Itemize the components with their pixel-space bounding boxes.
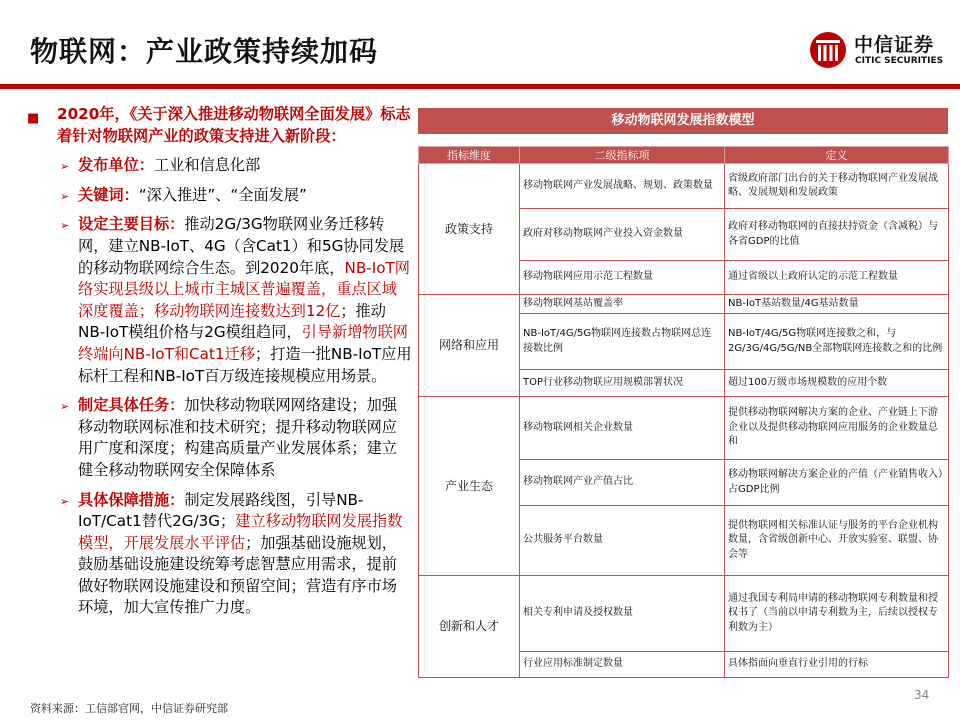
index-model-table: [418, 146, 949, 678]
table-row: [419, 397, 949, 460]
item-text: 制定发展路线图，引导NB-IoT/Cat1替代2G/3G；: [78, 490, 364, 531]
table-title: 移动物联网发展指数模型: [418, 108, 948, 134]
chevron-right-icon: ➢: [60, 189, 70, 203]
indicator-cell: 移动物联网应用示范工程数量: [520, 261, 725, 295]
header-divider: [0, 84, 960, 89]
indicator-cell: 移动物联网产业产值占比: [520, 460, 725, 506]
indicator-cell: 移动物联网相关企业数量: [520, 397, 725, 460]
table-header-row: [419, 147, 949, 164]
indicator-cell: 移动物联网基站覆盖率: [520, 295, 725, 314]
table-row: [419, 164, 949, 209]
item-key: 具体保障措施：: [78, 490, 185, 509]
lead-paragraph: [22, 104, 412, 147]
indicator-cell: 政府对移动物联网产业投入资金数量: [520, 209, 725, 261]
citic-emblem-icon: [808, 30, 848, 70]
chevron-right-icon: ➢: [60, 494, 70, 508]
logo-en-text: CITIC SECURITIES: [855, 56, 944, 66]
definition-cell: NB-IoT/4G/5G物联网连接数之和，与2G/3G/4G/5G/NB全部物联网连接数之和的比例: [725, 314, 949, 370]
item-text: ；加强基础设施规划，鼓励基础设施建设统筹考虑智慧应用需求，提前做好物联网设施建设和预留空间；营造有序市场环境，加大宣传推广力度。: [78, 533, 397, 617]
definition-cell: 移动物联网解决方案企业的产值（产业销售收入）占GDP比例: [725, 460, 949, 506]
item-highlight: NB-IoT网络实现县级以上城市主城区普遍覆盖，重点区域深度覆盖；移动物联网连接数达到12亿: [78, 258, 410, 320]
indicator-cell: 移动物联网产业发展战略、规划、政策数量: [520, 164, 725, 209]
dimension-cell: 网络和应用: [419, 295, 520, 397]
index-model-panel: [418, 108, 948, 678]
item-highlight: 建立移动物联网发展指数模型，开展发展水平评估: [78, 512, 403, 552]
indicator-cell: 行业应用标准制定数量: [520, 652, 725, 678]
logo-cn-text: 中信证券: [854, 34, 935, 56]
item-text: “深入推进”、“全面发展”: [138, 185, 307, 204]
definition-cell: 省级政府部门出台的关于移动物联网产业发展战略、发展规划和发展政策: [725, 164, 949, 209]
list-item-keywords: [22, 185, 412, 207]
dimension-cell: 产业生态: [419, 397, 520, 576]
item-key: 设定主要目标：: [78, 215, 185, 234]
chevron-right-icon: ➢: [60, 219, 70, 233]
source-note: 资料来源：工信部官网，中信证券研究部: [30, 702, 228, 715]
definition-cell: 超过100万级市场规模数的应用个数: [725, 370, 949, 397]
definition-cell: 提供移动物联网解决方案的企业、产业链上下游企业以及提供移动物联网应用服务的企业数量总和: [725, 397, 949, 460]
item-text: 推动2G/3G物联网业务迁移转网，建立NB-IoT、4G（含Cat1）和5G协同发展的移动物联网综合生态。到2020年底，: [78, 215, 405, 277]
square-bullet-icon: ■: [27, 111, 40, 126]
column-header: 定义: [725, 147, 949, 164]
item-key: 制定具体任务：: [78, 396, 185, 415]
column-header: 指标维度: [419, 147, 520, 164]
item-text: 加快移动物联网网络建设；加强移动物联网标准和技术研究；提升移动物联网应用广度和深度；构建高质量产业发展体系；建立健全移动物联网安全保障体系: [78, 396, 397, 479]
definition-cell: NB-IoT基站数量/4G基站数量: [725, 295, 949, 314]
chevron-right-icon: ➢: [60, 400, 70, 414]
item-key: 发布单位：: [78, 156, 154, 175]
item-text: ；推动NB-IoT模组价格与2G模组趋同，: [78, 301, 386, 342]
definition-cell: 政府对移动物联网的直接扶持资金（含减税）与各省GDP的比值: [725, 209, 949, 261]
list-item-measures: [22, 490, 412, 620]
list-item-publisher: [22, 155, 412, 177]
indicator-cell: 相关专利申请及授权数量: [520, 576, 725, 652]
item-text: ；打造一批NB-IoT应用标杆工程和NB-IoT百万级连接规模应用场景。: [78, 344, 412, 385]
indicator-cell: 公共服务平台数量: [520, 506, 725, 576]
indicator-cell: NB-IoT/4G/5G物联网连接数占物联网总连接数比例: [520, 314, 725, 370]
page-title: 物联网：产业政策持续加码: [30, 35, 379, 68]
chevron-right-icon: ➢: [60, 160, 70, 174]
policy-summary: [22, 104, 412, 619]
definition-cell: 提供物联网相关标准认证与服务的平台企业机构数量，含省级创新中心、开放实验室、联盟、协会等: [725, 506, 949, 576]
column-header: 二级指标项: [520, 147, 725, 164]
table-row: [419, 295, 949, 314]
indicator-cell: TOP行业移动物联应用规模部署状况: [520, 370, 725, 397]
definition-cell: 通过省级以上政府认定的示范工程数量: [725, 261, 949, 295]
lead-text: 2020年，《关于深入推进移动物联网全面发展》标志着针对物联网产业的政策支持进入新阶段：: [57, 105, 411, 145]
citic-logo: [808, 28, 948, 72]
item-highlight: 引导新增物联网终端向NB-IoT和Cat1迁移: [78, 323, 408, 363]
item-key: 关键词：: [78, 185, 139, 204]
dimension-cell: 创新和人才: [419, 576, 520, 678]
item-text: 工业和信息化部: [153, 156, 261, 175]
list-item-goals: [22, 214, 412, 387]
table-row: [419, 576, 949, 652]
page-number: 34: [914, 688, 930, 702]
definition-cell: 通过我国专利局申请的移动物联网专利数量和授权书了（当前以申请专利数为主，后续以授权专利数为主）: [725, 576, 949, 652]
list-item-tasks: [22, 395, 412, 481]
definition-cell: 具体指面向垂直行业引用的行标: [725, 652, 949, 678]
dimension-cell: 政策支持: [419, 164, 520, 295]
